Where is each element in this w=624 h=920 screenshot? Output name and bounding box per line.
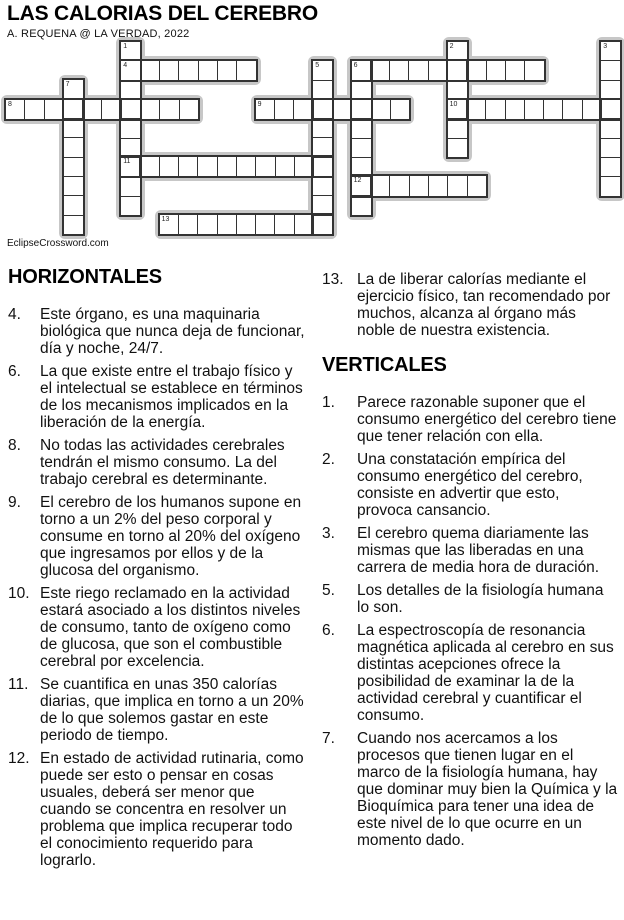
- crossword-word-10-across[interactable]: [446, 98, 623, 121]
- crossword-cell[interactable]: [352, 100, 371, 119]
- crossword-cell[interactable]: [429, 61, 448, 80]
- clue-number: 4.: [8, 306, 21, 323]
- clue-item: [8, 494, 308, 579]
- clue-item: [322, 622, 618, 724]
- crossword-cell[interactable]: [601, 158, 620, 177]
- clue-number: 12.: [8, 750, 30, 767]
- crossword-cell[interactable]: [371, 176, 390, 195]
- crossword-word-13-across[interactable]: [158, 213, 335, 236]
- crossword-word-12-across[interactable]: [350, 174, 488, 197]
- crossword-cell[interactable]: [295, 157, 314, 176]
- crossword-cell[interactable]: [448, 119, 467, 138]
- clue-item: [8, 306, 308, 357]
- down-heading: VERTICALES: [322, 354, 447, 376]
- byline: A. REQUENA @ LA VERDAD, 2022: [7, 28, 190, 40]
- crossword-word-11-across[interactable]: [119, 155, 334, 178]
- clue-text: Se cuantifica en unas 350 calorías diarias, que implica en torno a un 20% de lo que solemos gastar en este periodo de tiempo.: [40, 676, 304, 744]
- cell-number: 12: [353, 177, 362, 185]
- crossword-cell[interactable]: [313, 177, 332, 196]
- crossword-cell[interactable]: [121, 119, 140, 138]
- crossword-cell[interactable]: [601, 119, 620, 138]
- clue-number: 6.: [322, 622, 335, 639]
- crossword-cell[interactable]: [122, 100, 141, 119]
- clue-number: 11.: [8, 676, 29, 693]
- crossword-cell[interactable]: [371, 61, 390, 80]
- crossword-cell[interactable]: [295, 215, 314, 234]
- crossword-cell[interactable]: [601, 177, 620, 195]
- cell-number: 5: [315, 62, 320, 70]
- crossword-cell[interactable]: [468, 176, 486, 195]
- crossword-cell[interactable]: [179, 61, 198, 80]
- crossword-cell[interactable]: [390, 61, 409, 80]
- cell-number: 13: [161, 215, 170, 223]
- across-clues-overflow: [322, 271, 618, 339]
- cell-number: 6: [353, 62, 358, 70]
- crossword-cell[interactable]: [352, 61, 371, 80]
- crossword-cell[interactable]: [601, 42, 620, 61]
- clue-item: [322, 271, 618, 339]
- clue-item: [8, 363, 308, 431]
- clue-text: Una constatación empírica del consumo energético del cerebro, consiste en advertir que esto, provoca cansancio.: [357, 451, 583, 519]
- crossword-cell[interactable]: [352, 196, 371, 214]
- crossword-cell[interactable]: [486, 100, 505, 119]
- clue-number: 1.: [322, 394, 335, 411]
- clue-item: [322, 730, 618, 849]
- cell-number: 11: [123, 158, 131, 166]
- crossword-cell[interactable]: [64, 196, 83, 215]
- crossword-cell[interactable]: [448, 176, 467, 195]
- crossword-cell[interactable]: [102, 100, 121, 119]
- crossword-cell[interactable]: [218, 61, 237, 80]
- crossword-cell[interactable]: [467, 100, 486, 119]
- cell-number: 10: [449, 100, 458, 108]
- clue-number: 2.: [322, 451, 335, 468]
- cell-number: 7: [65, 81, 70, 89]
- crossword-cell[interactable]: [275, 100, 294, 119]
- clue-text: Cuando nos acercamos a los procesos que tienen lugar en el marco de la fisiología humana, hay que dominar muy bien la Química y la Bioquímica para tener una idea de este nivel de lo que ocurre en un momento dado.: [357, 730, 618, 849]
- crossword-cell[interactable]: [333, 100, 352, 119]
- crossword-cell[interactable]: [352, 119, 371, 138]
- across-clues-list: [8, 306, 308, 869]
- crossword-cell[interactable]: [237, 61, 255, 80]
- crossword-cell[interactable]: [314, 215, 332, 234]
- crossword-cell[interactable]: [390, 176, 409, 195]
- crossword-cell[interactable]: [64, 216, 83, 234]
- cell-number: 2: [449, 43, 454, 50]
- crossword-cell[interactable]: [25, 100, 44, 119]
- crossword-cell[interactable]: [352, 176, 371, 195]
- cell-number: 4: [123, 62, 128, 70]
- crossword-cell[interactable]: [199, 61, 218, 80]
- crossword-cell[interactable]: [179, 157, 198, 176]
- crossword-cell[interactable]: [121, 61, 140, 80]
- crossword-cell[interactable]: [294, 100, 313, 119]
- crossword-cell[interactable]: [506, 61, 525, 80]
- clue-text: La de liberar calorías mediante el ejercicio físico, tan recomendado por muchos, alcanza al órgano más noble de nuestra existencia.: [357, 271, 611, 339]
- clue-text: Este órgano, es una maquinaria biológica que nunca deja de funcionar, día y noche, 24/7.: [40, 306, 305, 357]
- page-title: LAS CALORIAS DEL CEREBRO: [7, 2, 318, 25]
- crossword-cell[interactable]: [448, 139, 467, 157]
- crossword-cell[interactable]: [256, 157, 275, 176]
- crossword-cell[interactable]: [487, 61, 506, 80]
- crossword-cell[interactable]: [64, 138, 83, 157]
- crossword-cell[interactable]: [121, 177, 140, 196]
- clue-item: [8, 585, 308, 670]
- crossword-cell[interactable]: [544, 100, 563, 119]
- crossword-cell[interactable]: [218, 215, 237, 234]
- cell-number: 3: [603, 43, 608, 50]
- crossword-cell[interactable]: [506, 100, 525, 119]
- crossword-word-4-across[interactable]: [119, 59, 257, 82]
- crossword-word-5-down[interactable]: [311, 59, 334, 236]
- crossword-cell[interactable]: [180, 100, 198, 119]
- crossword-cell[interactable]: [256, 215, 275, 234]
- clue-item: [322, 582, 618, 616]
- clue-item: [322, 394, 618, 445]
- crossword-cell[interactable]: [314, 100, 333, 119]
- eclipsecrossword-credit: EclipseCrossword.com: [7, 238, 109, 249]
- crossword-cell[interactable]: [198, 157, 217, 176]
- clue-number: 8.: [8, 437, 21, 454]
- crossword-cell[interactable]: [313, 119, 332, 138]
- crossword-cell[interactable]: [563, 100, 582, 119]
- down-clues-list: [322, 394, 618, 849]
- clue-text: La que existe entre el trabajo físico y el intelectual se establece en términos de los mecanismos implicados en la liberación de la energía.: [40, 363, 303, 431]
- crossword-word-8-across[interactable]: [4, 98, 200, 121]
- crossword-word-9-across[interactable]: [254, 98, 412, 121]
- crossword-cell[interactable]: [141, 61, 160, 80]
- clue-number: 9.: [8, 494, 21, 511]
- crossword-cell[interactable]: [218, 157, 237, 176]
- crossword-cell[interactable]: [64, 100, 83, 119]
- across-heading: HORIZONTALES: [8, 266, 162, 288]
- clue-text: El cerebro de los humanos supone en torno a un 2% del peso corporal y consume en torno al 20% del oxígeno que ingresamos por ellos y de la glucosa del organismo.: [40, 494, 302, 579]
- clue-text: En estado de actividad rutinaria, como puede ser esto o pensar en cosas usuales, deberá ser menor que cuando se concentra en resolver un problema que implica recuperar todo el conocimiento requerido para lograrlo.: [40, 750, 304, 869]
- crossword-cell[interactable]: [525, 61, 543, 80]
- crossword-cell[interactable]: [448, 100, 467, 119]
- clue-number: 7.: [322, 730, 335, 747]
- clue-text: La espectroscopía de resonancia magnética aplicada al cerebro en sus distintas acepciones ofrece la posibilidad de examinar la de la actividad cerebral y cuantificar el consumo.: [357, 622, 614, 724]
- clue-text: No todas las actividades cerebrales tendrán el mismo consumo. La del trabajo cerebral es determinante.: [40, 437, 285, 488]
- crossword-cell[interactable]: [467, 61, 486, 80]
- crossword-cell[interactable]: [140, 157, 159, 176]
- clue-number: 5.: [322, 582, 335, 599]
- crossword-cell[interactable]: [352, 139, 371, 158]
- crossword-cell[interactable]: [160, 100, 179, 119]
- crossword-cell[interactable]: [314, 157, 332, 176]
- cell-number: 8: [8, 100, 12, 108]
- page-header: [7, 2, 617, 40]
- clues-column-left: [8, 266, 308, 875]
- clues-section: [8, 266, 618, 875]
- crossword-cell[interactable]: [141, 100, 160, 119]
- clue-text: Los detalles de la fisiología humana lo son.: [357, 582, 604, 616]
- crossword-cell[interactable]: [410, 176, 429, 195]
- crossword-cell[interactable]: [64, 158, 83, 177]
- clue-item: [8, 437, 308, 488]
- cell-number: 1: [123, 43, 128, 50]
- clue-number: 10.: [8, 585, 30, 602]
- clue-item: [322, 451, 618, 519]
- clue-text: Parece razonable suponer que el consumo energético del cerebro tiene que tener relación con ella.: [357, 394, 617, 445]
- crossword-cell[interactable]: [198, 215, 217, 234]
- crossword-cell[interactable]: [276, 157, 295, 176]
- clue-text: El cerebro quema diariamente las mismas que las liberadas en una carrera de media hora de duración.: [357, 525, 600, 576]
- clue-number: 6.: [8, 363, 21, 380]
- crossword-cell[interactable]: [583, 100, 602, 119]
- clue-number: 13.: [322, 271, 344, 288]
- crossword-cell[interactable]: [64, 177, 83, 196]
- clue-item: [8, 750, 308, 869]
- crossword-cell[interactable]: [525, 100, 544, 119]
- crossword-cell[interactable]: [237, 157, 256, 176]
- clues-column-right: [322, 266, 618, 875]
- crossword-cell[interactable]: [160, 157, 179, 176]
- crossword-cell[interactable]: [45, 100, 64, 119]
- crossword-cell[interactable]: [83, 100, 102, 119]
- crossword-cell[interactable]: [256, 100, 275, 119]
- cell-number: 9: [257, 100, 262, 108]
- clue-item: [8, 676, 308, 744]
- crossword-cell[interactable]: [64, 119, 83, 138]
- crossword-cell[interactable]: [602, 100, 620, 119]
- crossword-cell[interactable]: [391, 100, 409, 119]
- crossword-cell[interactable]: [6, 100, 25, 119]
- crossword-word-6-across[interactable]: [350, 59, 546, 82]
- crossword-cell[interactable]: [275, 215, 294, 234]
- crossword-cell[interactable]: [121, 157, 140, 176]
- crossword-cell[interactable]: [313, 61, 332, 80]
- crossword-cell[interactable]: [372, 100, 391, 119]
- crossword-cell[interactable]: [409, 61, 428, 80]
- crossword-cell[interactable]: [237, 215, 256, 234]
- crossword-cell[interactable]: [601, 61, 620, 80]
- crossword-cell[interactable]: [121, 197, 140, 215]
- clue-text: Este riego reclamado en la actividad estará asociado a los distintos niveles de consumo, tanto de oxígeno como de glucosa, que son el combustible cerebral por excelencia.: [40, 585, 301, 670]
- clue-number: 3.: [322, 525, 335, 542]
- crossword-cell[interactable]: [448, 61, 467, 80]
- crossword-cell[interactable]: [160, 215, 179, 234]
- crossword-cell[interactable]: [429, 176, 448, 195]
- clue-item: [322, 525, 618, 576]
- crossword-cell[interactable]: [179, 215, 198, 234]
- crossword-cell[interactable]: [601, 139, 620, 158]
- crossword-cell[interactable]: [160, 61, 179, 80]
